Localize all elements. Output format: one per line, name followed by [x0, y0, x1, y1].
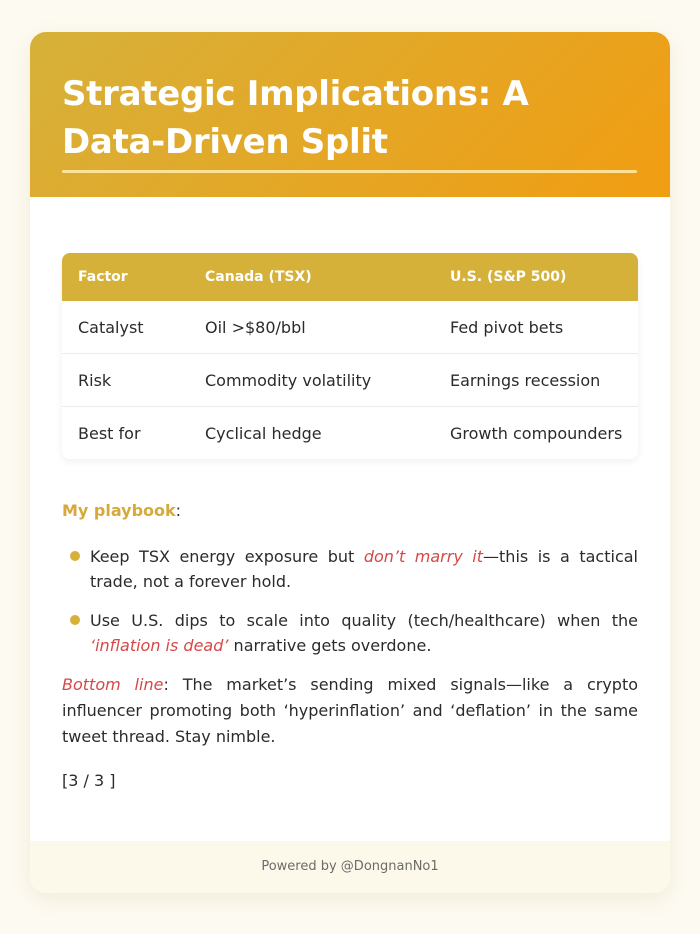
column-header-us: U.S. (S&P 500)	[450, 269, 567, 285]
playbook-colon: :	[175, 501, 182, 520]
table-header-row	[62, 253, 638, 301]
comparison-table	[62, 253, 638, 459]
bullet-dot-icon	[70, 615, 80, 625]
table-cell: Oil >$80/bbl	[189, 301, 434, 354]
column-header-canada: Canada (TSX)	[205, 269, 312, 285]
footer-credit: Powered by @DongnanNo1	[30, 841, 670, 893]
table-cell: Earnings recession	[434, 354, 638, 407]
page-indicator: [3 / 3 ]	[62, 771, 116, 790]
playbook-label: My playbook	[62, 501, 176, 520]
table-row	[62, 407, 638, 460]
table-row	[62, 354, 638, 407]
slide-card	[30, 32, 670, 893]
bottom-line-paragraph	[62, 672, 638, 750]
list-item-text: Keep TSX energy exposure but	[90, 547, 364, 566]
list-item-emphasis: don’t marry it	[363, 547, 484, 566]
list-item-emphasis: ‘inflation is dead’	[90, 636, 229, 655]
bottom-line-text: : The market’s sending mixed signals—like a crypto influencer promoting both ‘hyperinflation’ and ‘deflation’ in the same tweet thread. Stay nimble.	[62, 675, 639, 746]
table-cell: Cyclical hedge	[205, 423, 322, 443]
table-row	[62, 301, 638, 354]
list-item	[62, 544, 638, 594]
slide-header	[30, 32, 670, 197]
slide-body	[62, 498, 638, 794]
column-header-factor: Factor	[78, 269, 128, 285]
bottom-line-label: Bottom line	[62, 675, 164, 694]
table-cell: Catalyst	[62, 301, 189, 354]
list-item-text: narrative gets overdone.	[228, 636, 432, 655]
table-cell: Growth compounders	[450, 423, 623, 443]
table-cell: Commodity volatility	[189, 354, 434, 407]
bullet-dot-icon	[70, 551, 80, 561]
table-cell: Risk	[62, 354, 189, 407]
title-underline	[62, 170, 637, 173]
page-title: Strategic Implications: A Data-Driven Split	[62, 74, 529, 162]
playbook-list	[62, 544, 638, 658]
list-item-text: Use U.S. dips to scale into quality (tech/healthcare) when the	[90, 611, 638, 630]
list-item-text: —this is a tactical trade, not a forever hold.	[90, 547, 638, 591]
table-cell: Fed pivot bets	[434, 301, 638, 354]
list-item	[62, 608, 638, 658]
playbook-heading	[62, 498, 638, 524]
table-cell: Best for	[78, 423, 141, 443]
